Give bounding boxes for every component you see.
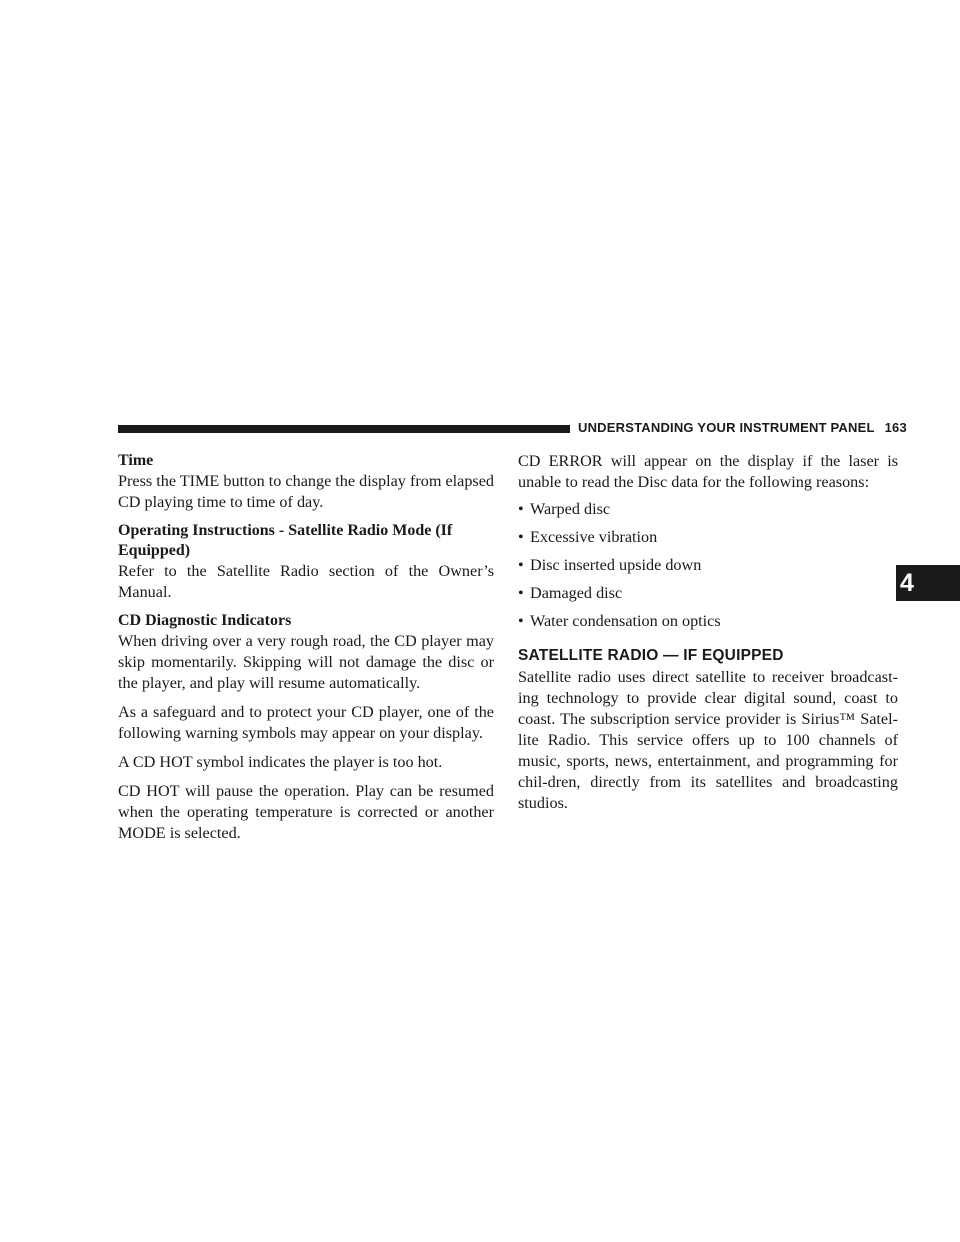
cd-diagnostic-body-3: A CD HOT symbol indicates the player is too hot.	[118, 753, 443, 771]
time-heading: Time	[118, 452, 154, 469]
page-number: 163	[884, 420, 907, 435]
list-item-label: Disc inserted upside down	[530, 556, 702, 574]
list-item	[518, 527, 898, 548]
list-item-label: Warped disc	[530, 500, 611, 518]
cd-diagnostic-body-1: When driving over a very rough road, the CD player may skip momentarily. Skipping will not damage the disc or the player, and play will resume automatically.	[118, 632, 494, 692]
list-item	[518, 583, 898, 604]
left-column	[118, 451, 494, 852]
list-item-label: Damaged disc	[530, 584, 623, 602]
cd-diagnostic-body-4: CD HOT will pause the operation. Play can be resumed when the operating temperature is corrected or another MODE is selected.	[118, 782, 494, 842]
satellite-radio-heading: SATELLITE RADIO — IF EQUIPPED	[518, 647, 784, 664]
satellite-mode-heading: Operating Instructions - Satellite Radio Mode (If Equipped)	[118, 522, 453, 559]
bullet-icon: •	[518, 556, 524, 574]
cd-error-intro: CD ERROR will appear on the display if the laser is unable to read the Disc data for the following reasons:	[518, 452, 898, 491]
list-item	[518, 555, 898, 576]
right-column	[518, 451, 898, 822]
time-body: Press the TIME button to change the display from elapsed CD playing time to time of day.	[118, 472, 494, 511]
list-item-label: Water condensation on optics	[530, 612, 721, 630]
cd-diagnostic-heading: CD Diagnostic Indicators	[118, 612, 292, 629]
bullet-icon: •	[518, 584, 524, 602]
satellite-radio-body: Satellite radio uses direct satellite to receiver broadcast-ing technology to provide clear digital sound, coast to coast. The subscription service provider is Sirius™ Satel-lite Radio. This service offers up to 100 channels of music, sports, news, entertainment, and programming for chil-dren, directly from its satellites and broadcasting studios.	[518, 668, 898, 812]
satellite-mode-body: Refer to the Satellite Radio section of the Owner’s Manual.	[118, 562, 494, 601]
bullet-icon: •	[518, 612, 524, 630]
list-item	[518, 611, 898, 632]
list-item-label: Excessive vibration	[530, 528, 658, 546]
list-item	[518, 499, 898, 520]
chapter-tab: 4	[896, 565, 960, 601]
cd-diagnostic-body-2: As a safeguard and to protect your CD player, one of the following warning symbols may appear on your display.	[118, 703, 494, 742]
cd-error-reasons-list	[518, 499, 898, 632]
running-header	[578, 420, 907, 435]
bullet-icon: •	[518, 500, 524, 518]
bullet-icon: •	[518, 528, 524, 546]
header-rule	[118, 425, 570, 433]
section-title: UNDERSTANDING YOUR INSTRUMENT PANEL	[578, 420, 875, 435]
